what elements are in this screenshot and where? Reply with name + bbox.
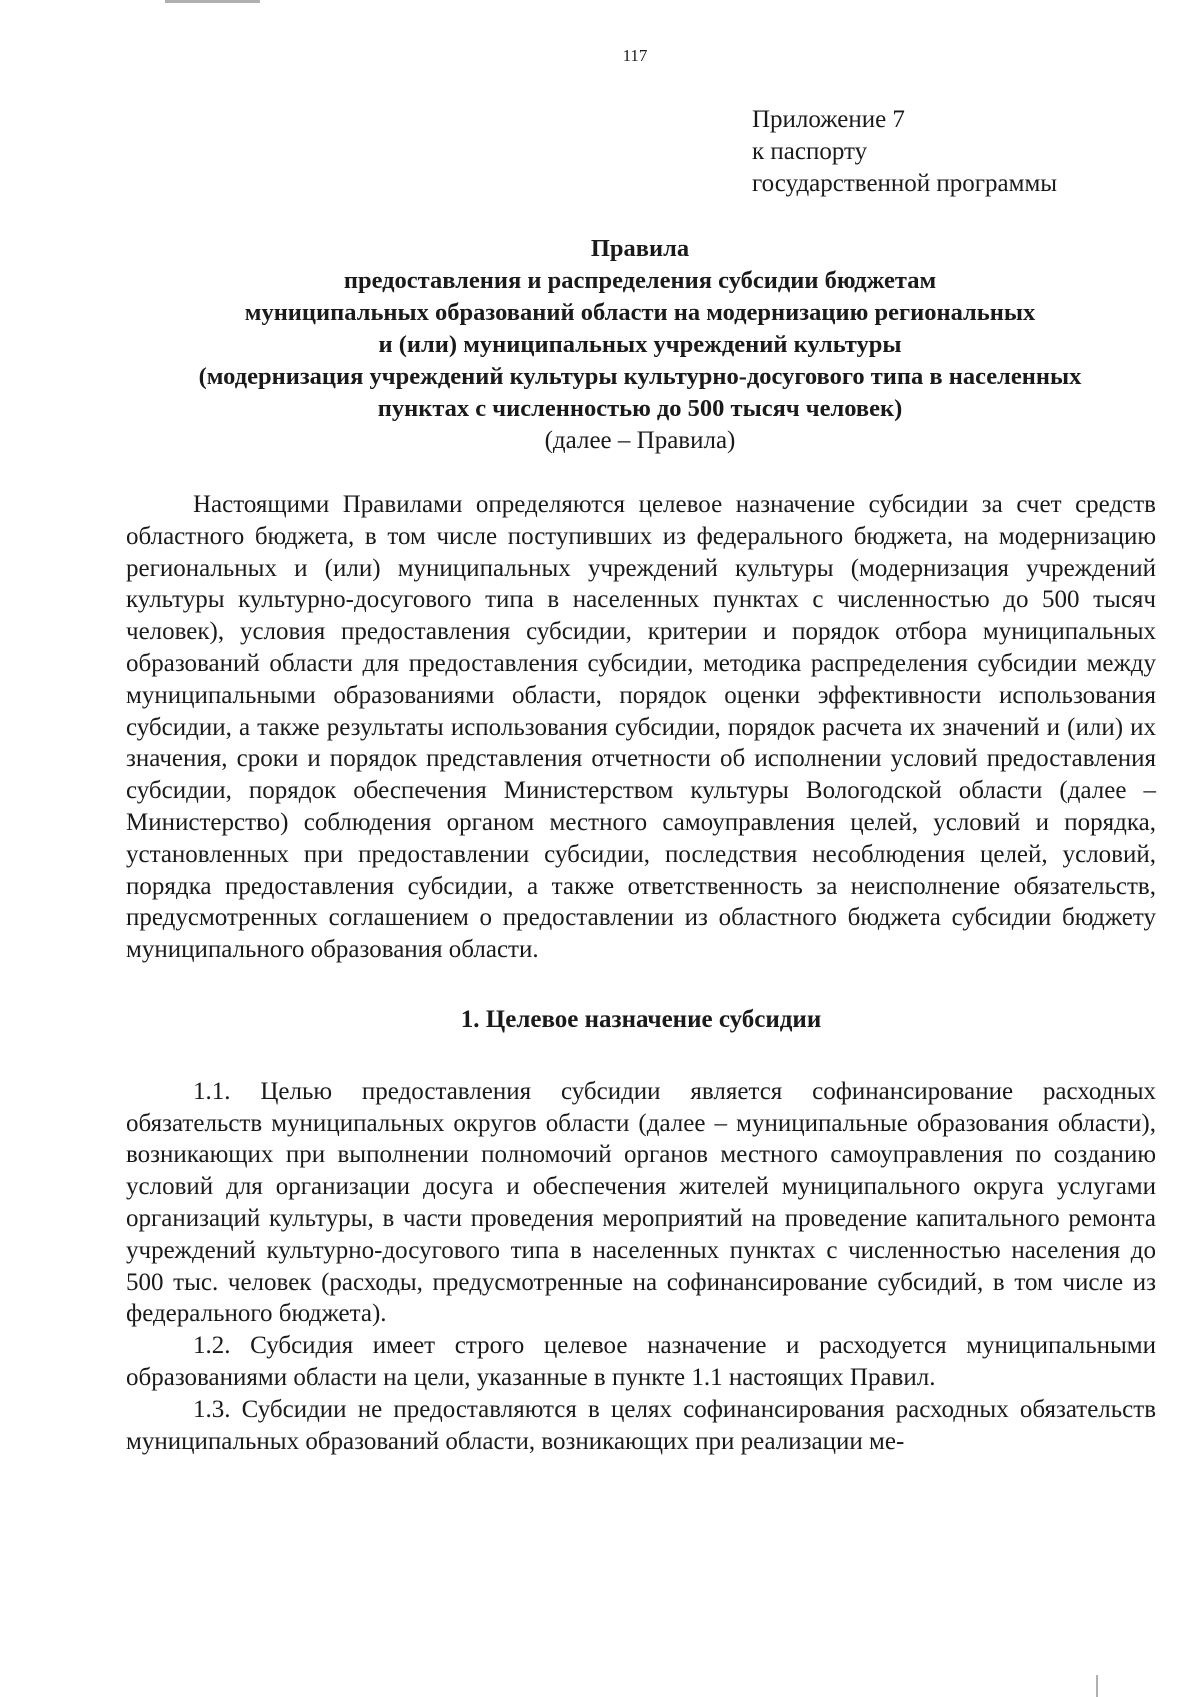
document-body <box>126 489 1156 1457</box>
document-title <box>110 233 1170 457</box>
title-subline: (далее – Правила) <box>544 427 736 454</box>
appendix-line: Приложение 7 <box>752 106 905 133</box>
title-line: предоставления и распределения субсидии бюджетам <box>343 267 937 294</box>
title-line: муниципальных образований области на модернизацию региональных <box>244 299 1036 326</box>
title-line: (модернизация учреждений культуры культурно-досугового типа в населенных <box>198 363 1082 390</box>
page-number: 117 <box>622 46 648 65</box>
paragraph-1-3: 1.3. Субсидии не предоставляются в целях софинансирования расходных обязательств муниципальных образований области, возникающих при реализации ме- <box>126 1395 1156 1455</box>
scan-artifact <box>165 0 260 3</box>
appendix-line: к паспорту <box>752 138 868 165</box>
title-line: пунктах с численностью до 500 тысяч человек) <box>377 395 903 422</box>
paragraph-1-1: 1.1. Целью предоставления субсидии является софинансирование расходных обязательств муниципальных округов области (далее – муниципальные образования области), возникающих при выполнении полномочий органов местного самоуправления по созданию условий для организации досуга и обеспечения жителей муниципального округа услугами организаций культуры, в части проведения мероприятий на проведение капитального ремонта учреждений культурно-досугового типа в населенных пунктах с численностью населения до 500 тыс. человек (расходы, предусмотренные на софинансирование субсидий, в том числе из федерального бюджета). <box>126 1077 1156 1328</box>
section-heading: 1. Целевое назначение субсидии <box>460 1005 822 1033</box>
appendix-reference <box>752 104 1057 200</box>
paragraph-1-2: 1.2. Субсидия имеет строго целевое назначение и расходуется муниципальными образованиями области на цели, указанные в пункте 1.1 настоящих Правил. <box>126 1332 1156 1391</box>
title-line: Правила <box>590 235 690 262</box>
intro-paragraph: Настоящими Правилами определяются целевое назначение субсидии за счет средств областного бюджета, в том числе поступивших из федерального бюджета, на модернизацию региональных и (или) муниципальных учреждений культуры (модернизация учреждений культуры культурно-досугового типа в населенных пунктах с численностью до 500 тысяч человек), условия предоставления субсидии, критерии и порядок отбора муниципальных образований области для предоставления субсидии, методика распределения субсидии между муниципальными образованиями области, порядок оценки эффективности использования субсидии, а также результаты использования субсидии, порядок расчета их значений и (или) их значения, сроки и порядок представления отчетности об исполнении условий предоставления субсидии, порядок обеспечения Министерством культуры Вологодской области (далее – Министерство) соблюдения органом местного самоуправления целей, условий и порядка, установленных при предоставлении субсидии, последствия несоблюдения целей, условий, порядка предоставления субсидии, а также ответственность за неисполнение обязательств, предусмотренных соглашением о предоставлении из областного бюджета субсидии бюджету муниципального образования области. <box>126 491 1156 964</box>
title-line: и (или) муниципальных учреждений культуры <box>378 331 902 358</box>
scan-artifact <box>1096 1675 1098 1697</box>
appendix-line: государственной программы <box>752 170 1058 197</box>
